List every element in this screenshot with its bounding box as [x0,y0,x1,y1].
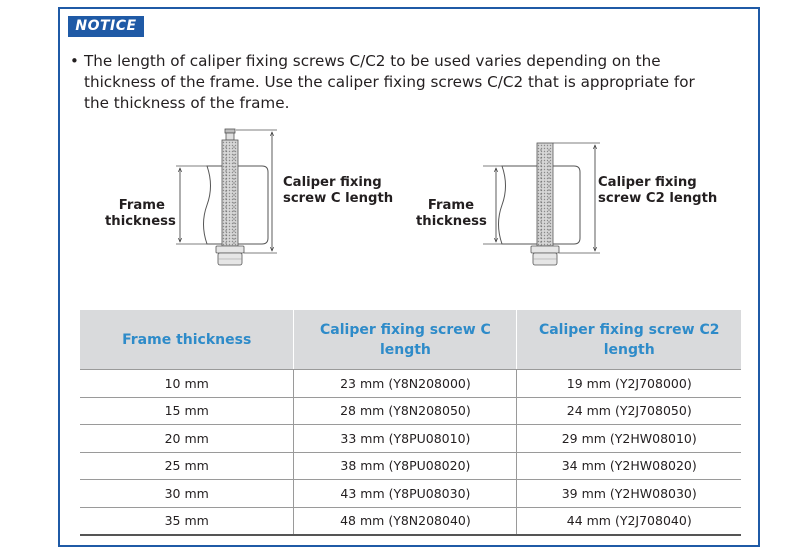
cell-screw-c2: 19 mm (Y2J708000) [517,370,741,398]
screw-c2-length-label [598,175,717,207]
cell-screw-c: 33 mm (Y8PU08010) [294,425,517,453]
table-row [80,507,741,535]
cell-frame-thickness: 20 mm [80,425,294,453]
diagram-screw-c2 [483,143,600,265]
cell-screw-c2: 29 mm (Y2HW08010) [517,425,741,453]
header-screw-c2-length: Caliper fixing screw C2 length [517,310,741,370]
frame-label-line2: thickness [416,214,487,229]
cell-screw-c2: 44 mm (Y2J708040) [517,507,741,535]
header-screw-c-length: Caliper fixing screw C length [294,310,517,370]
table-row [80,452,741,480]
screw-c-length-label [283,175,393,207]
notice-badge: NOTICE [68,16,144,37]
table-header-row [80,310,741,370]
cell-frame-thickness: 15 mm [80,397,294,425]
notice-box [58,7,760,547]
screw-length-table [80,310,741,536]
screw-label-line2: screw C2 length [598,191,718,206]
notice-body-text: The length of caliper fixing screws C/C2 to be used varies depending on the thickness of the frame. Use the caliper fixing screws C/C2 that is appropriate for the thickness of the frame. [84,52,695,112]
cell-frame-thickness: 30 mm [80,480,294,508]
table-row [80,370,741,398]
cell-screw-c2: 24 mm (Y2J708050) [517,397,741,425]
bullet-icon: • [70,52,79,70]
cell-screw-c: 43 mm (Y8PU08030) [294,480,517,508]
table-row [80,425,741,453]
screw-label-line2: screw C length [283,191,394,206]
screw-label-line1: Caliper fixing [598,175,697,190]
table-row [80,397,741,425]
cell-screw-c: 48 mm (Y8N208040) [294,507,517,535]
header-frame-thickness: Frame thickness [80,310,294,370]
table-row [80,480,741,508]
frame-label-line1: Frame [427,198,475,213]
cell-screw-c: 28 mm (Y8N208050) [294,397,517,425]
cell-frame-thickness: 25 mm [80,452,294,480]
frame-thickness-label-right [416,198,486,230]
cell-frame-thickness: 35 mm [80,507,294,535]
cell-frame-thickness: 10 mm [80,370,294,398]
cell-screw-c2: 39 mm (Y2HW08030) [517,480,741,508]
frame-label-line1: Frame [118,198,165,213]
frame-label-line2: thickness [105,214,176,229]
cell-screw-c: 38 mm (Y8PU08020) [294,452,517,480]
cell-screw-c2: 34 mm (Y2HW08020) [517,452,741,480]
notice-paragraph [70,51,700,114]
frame-thickness-label-left [105,198,176,230]
cell-screw-c: 23 mm (Y8N208000) [294,370,517,398]
diagram-screw-c [176,129,277,265]
screw-label-line1: Caliper fixing [283,175,382,190]
